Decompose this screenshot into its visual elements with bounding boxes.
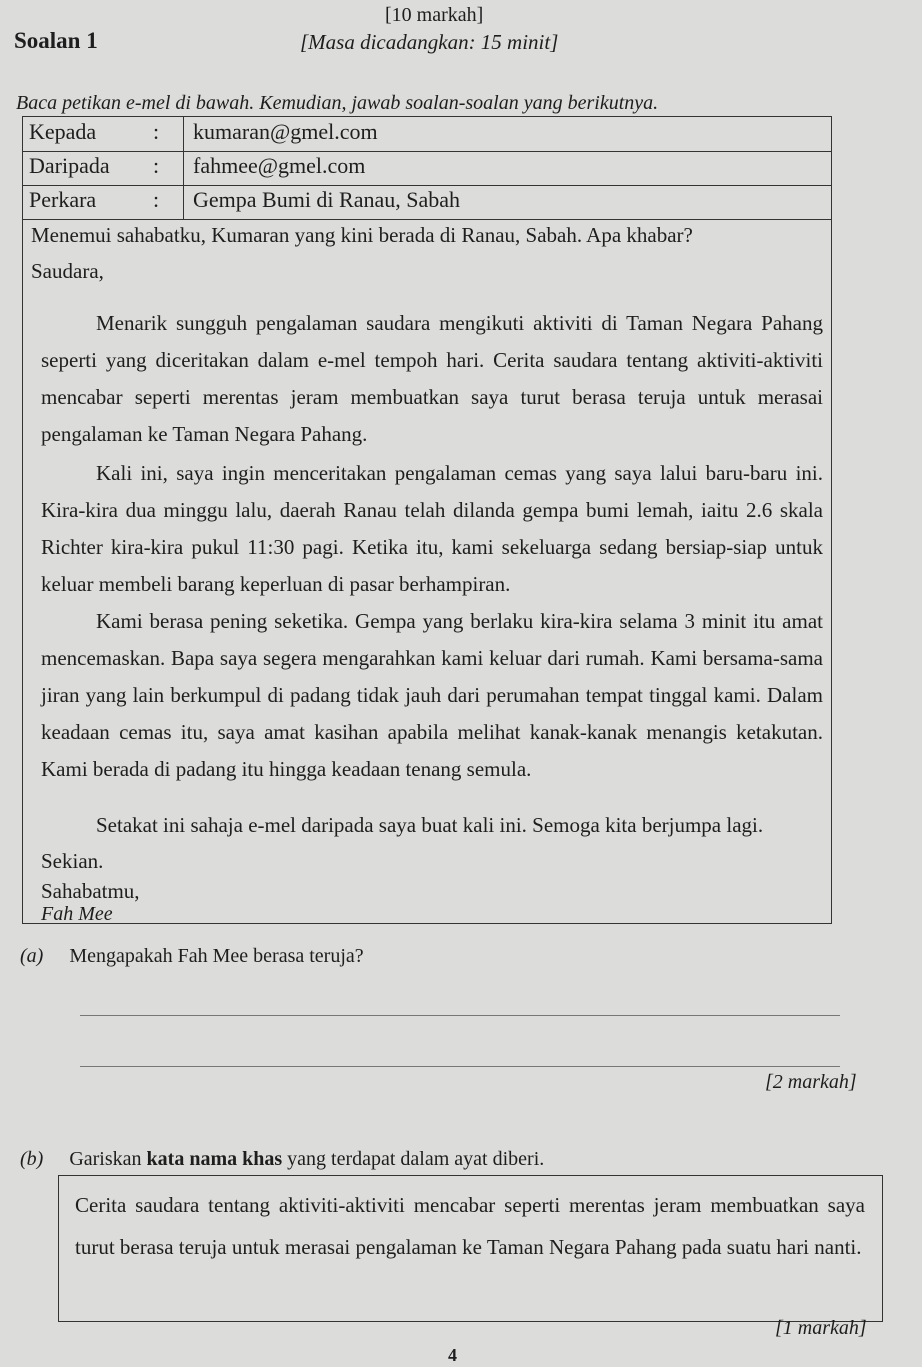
email-salutation: Saudara, bbox=[31, 259, 104, 283]
email-paragraph-1: Menarik sungguh pengalaman saudara mengikuti aktiviti di Taman Negara Pahang seperti yang diceritakan dalam e-mel tempoh hari. Cerita saudara tentang aktiviti-aktiviti mencabar seperti merentas jeram membuatkan saya turut berasa teruja untuk merasai pengalaman ke Taman Negara Pahang. bbox=[41, 311, 823, 446]
email-paragraph-3: Kami berasa pening seketika. Gempa yang berlaku kira-kira selama 3 minit itu amat mencemaskan. Bapa saya segera mengarahkan kami keluar dari rumah. Kami bersama-sama jiran yang lain berkumpul di padang tidak jauh dari perumahan tempat tinggal kami. Dalam keadaan cemas itu, saya amat kasihan apabila melihat kanak-kanak menangis ketakutan. Kami berada di padang itu hingga keadaan tenang semula. bbox=[41, 609, 823, 781]
email-paragraph-2: Kali ini, saya ingin menceritakan pengalaman cemas yang saya lalui baru-baru ini. Kira-kira dua minggu lalu, daerah Ranau telah dilanda gempa bumi lemah, iaitu 2.6 skala Richter kira-kira pukul 11:30 pagi. Ketika itu, kami sekeluarga sedang bersiap-siap untuk keluar membeli barang keperluan di pasar berhampiran. bbox=[41, 461, 823, 596]
email-subject-row bbox=[23, 185, 831, 220]
to-colon: : bbox=[153, 119, 160, 144]
email-to-row bbox=[23, 117, 831, 152]
question-b-marks: [1 markah] bbox=[775, 1317, 867, 1339]
email-closing: Sekian. bbox=[41, 849, 104, 873]
question-title: Soalan 1 bbox=[14, 28, 98, 53]
question-b-text-before: Gariskan bbox=[69, 1148, 147, 1170]
header-divider bbox=[183, 185, 184, 219]
given-sentence[interactable]: Cerita saudara tentang aktiviti-aktiviti mencabar seperti merentas jeram membuatkan saya turut berasa teruja untuk merasai pengalaman ke Taman Negara Pahang pada suatu hari nanti. bbox=[75, 1193, 865, 1259]
question-a-text: Mengapakah Fah Mee berasa teruja? bbox=[69, 945, 364, 967]
subject-label: Perkara bbox=[29, 187, 97, 212]
question-b-text-after: yang terdapat dalam ayat diberi. bbox=[282, 1148, 545, 1170]
email-passage-box bbox=[22, 116, 832, 924]
question-b-label: (b) bbox=[20, 1148, 44, 1170]
subject-colon: : bbox=[153, 187, 160, 212]
suggested-duration: [Masa dicadangkan: 15 minit] bbox=[300, 30, 559, 54]
from-value: fahmee@gmel.com bbox=[193, 153, 366, 178]
from-colon: : bbox=[153, 153, 160, 178]
to-value: kumaran@gmel.com bbox=[193, 119, 378, 144]
question-a-marks: [2 markah] bbox=[765, 1071, 857, 1093]
from-label: Daripada bbox=[29, 153, 110, 178]
question-b-text-bold: kata nama khas bbox=[146, 1148, 283, 1170]
sentence-box bbox=[58, 1175, 883, 1322]
email-from-row bbox=[23, 151, 831, 186]
question-b bbox=[20, 1148, 544, 1171]
total-marks: [10 markah] bbox=[385, 4, 484, 26]
subject-value: Gempa Bumi di Ranau, Sabah bbox=[193, 187, 461, 212]
instruction-text: Baca petikan e-mel di bawah. Kemudian, jawab soalan-soalan yang berikutnya. bbox=[16, 92, 659, 114]
email-paragraph-4: Setakat ini sahaja e-mel daripada saya buat kali ini. Semoga kita berjumpa lagi. bbox=[96, 813, 764, 837]
to-label: Kepada bbox=[29, 119, 97, 144]
email-signature: Fah Mee bbox=[41, 903, 113, 925]
header-divider bbox=[183, 117, 184, 151]
question-a-label: (a) bbox=[20, 945, 44, 967]
answer-line-1[interactable] bbox=[80, 1015, 840, 1016]
email-opening: Menemui sahabatku, Kumaran yang kini berada di Ranau, Sabah. Apa khabar? bbox=[31, 223, 693, 247]
question-a bbox=[20, 945, 364, 968]
header-divider bbox=[183, 151, 184, 185]
answer-line-2[interactable] bbox=[80, 1066, 840, 1067]
page-number: 4 bbox=[448, 1345, 457, 1365]
email-signoff: Sahabatmu, bbox=[41, 879, 140, 903]
